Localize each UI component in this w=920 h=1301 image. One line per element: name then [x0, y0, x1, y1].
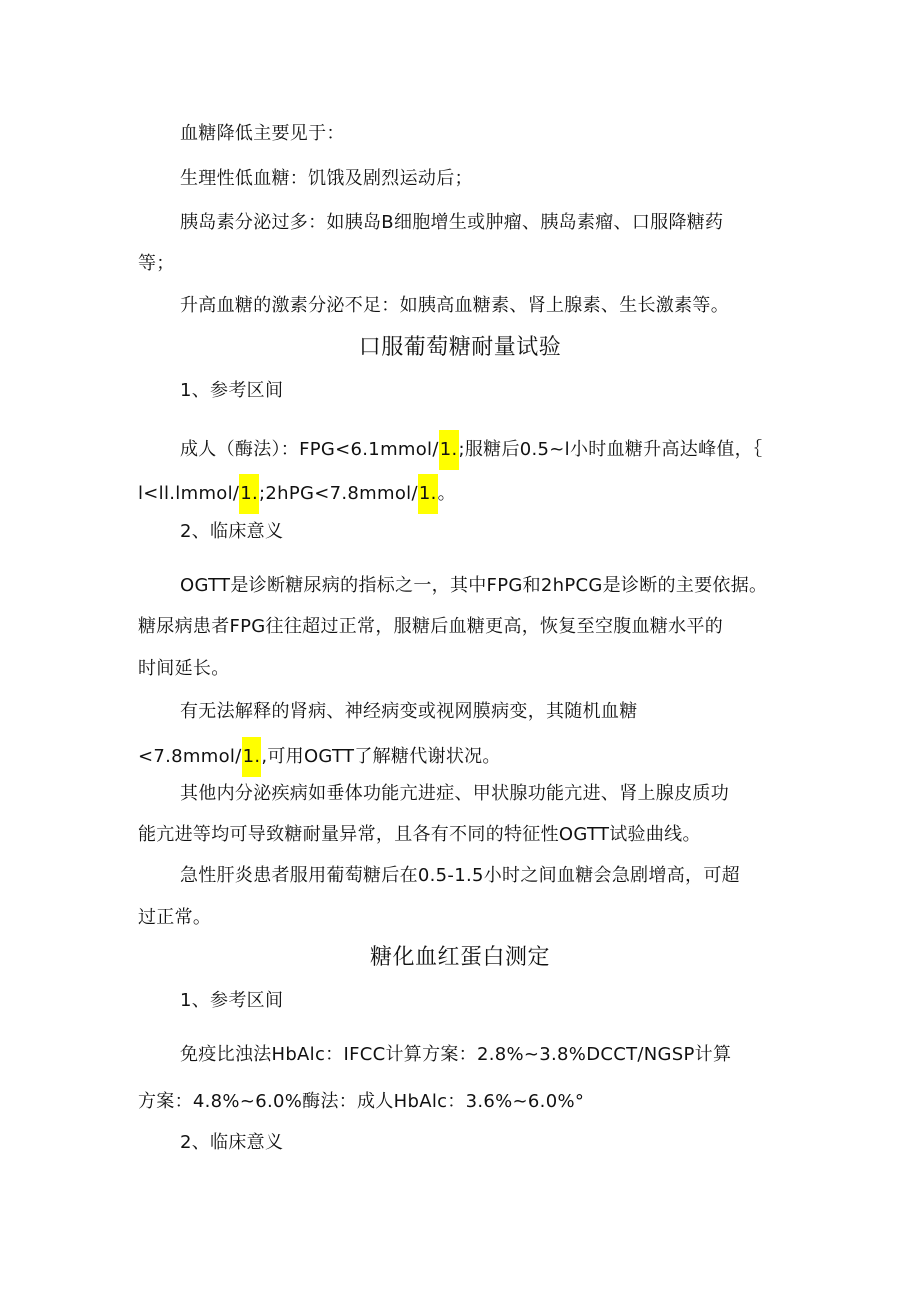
ogtt-p2-line2-text-a: <7.8mmol∕: [138, 746, 242, 767]
ogtt-ref-line2-text-b: ;2hPG<7.8mmol∕: [259, 483, 418, 504]
hba1c-ref-line1: 免疫比浊法HbAlc：IFCC计算方案：2.8%~3.8%DCCT/NGSP计算: [180, 1044, 732, 1065]
highlight-mark: 1.: [239, 474, 259, 514]
ogtt-ref-line2: [138, 474, 788, 514]
ogtt-p2-line2: [138, 737, 788, 777]
ogtt-ref-line2-text-a: l<ll.lmmol∕: [138, 483, 240, 504]
ogtt-p3-line1: 其他内分泌疾病如垂体功能亢进症、甲状腺功能亢进、肾上腺皮质功: [180, 783, 729, 804]
hypo-intro: 血糖降低主要见于：: [180, 123, 345, 144]
ogtt-ref-line1-text-b: ;服糖后0.5~l小时血糖升高达峰值，｛: [458, 439, 763, 460]
ogtt-section-title: 口服葡萄糖耐量试验: [358, 335, 562, 360]
ogtt-p1-line2: 糖尿病患者FPG往往超过正常，服糖后血糖更高，恢复至空腹血糖水平的: [138, 616, 724, 637]
ogtt-ref-line1-text-a: 成人（酶法）：FPG<6.1mmol∕: [180, 439, 439, 460]
hypo-item-physiological: 生理性低血糖：饥饿及剧烈运动后；: [180, 168, 473, 189]
hba1c-clinical-heading: 2、临床意义: [180, 1132, 284, 1153]
ogtt-p2-line2-text-b: ,可用OGTT了解糖代谢状况。: [261, 746, 501, 767]
ogtt-p4-line1: 急性肝炎患者服用葡萄糖后在0.5-1.5小时之间血糖会急剧增高，可超: [180, 865, 740, 886]
highlight-mark: 1.: [242, 737, 262, 777]
hypo-item-hormone: 升高血糖的激素分泌不足：如胰高血糖素、肾上腺素、生长激素等。: [180, 295, 729, 316]
ogtt-p1-line3: 时间延长。: [138, 658, 230, 679]
ogtt-ref-heading: 1、参考区间: [180, 380, 284, 401]
ogtt-p1-line1: OGTT是诊断糖尿病的指标之一，其中FPG和2hPCG是诊断的主要依据。: [180, 575, 768, 596]
hypo-item-insulin-line1: 胰岛素分泌过多：如胰岛B细胞增生或肿瘤、胰岛素瘤、口服降糖药: [180, 212, 724, 233]
hba1c-section-title: 糖化血红蛋白测定: [369, 945, 550, 970]
ogtt-p4-line2: 过正常。: [138, 907, 212, 928]
ogtt-p3-line2: 能亢进等均可导致糖耐量异常，且各有不同的特征性OGTT试验曲线。: [138, 824, 701, 845]
ogtt-p2-line1: 有无法解释的肾病、神经病变或视网膜病变，其随机血糖: [180, 701, 638, 722]
hba1c-ref-line2: 方案：4.8%~6.0%酶法：成人HbAlc：3.6%~6.0%°: [138, 1091, 585, 1112]
highlight-mark: 1.: [439, 430, 459, 470]
ogtt-ref-line1: [180, 430, 830, 470]
highlight-mark: 1.: [418, 474, 438, 514]
hypo-item-insulin-line2: 等；: [138, 253, 175, 274]
ogtt-clinical-heading: 2、临床意义: [180, 521, 284, 542]
hba1c-ref-heading: 1、参考区间: [180, 990, 284, 1011]
ogtt-ref-line2-text-c: 。: [437, 483, 456, 504]
